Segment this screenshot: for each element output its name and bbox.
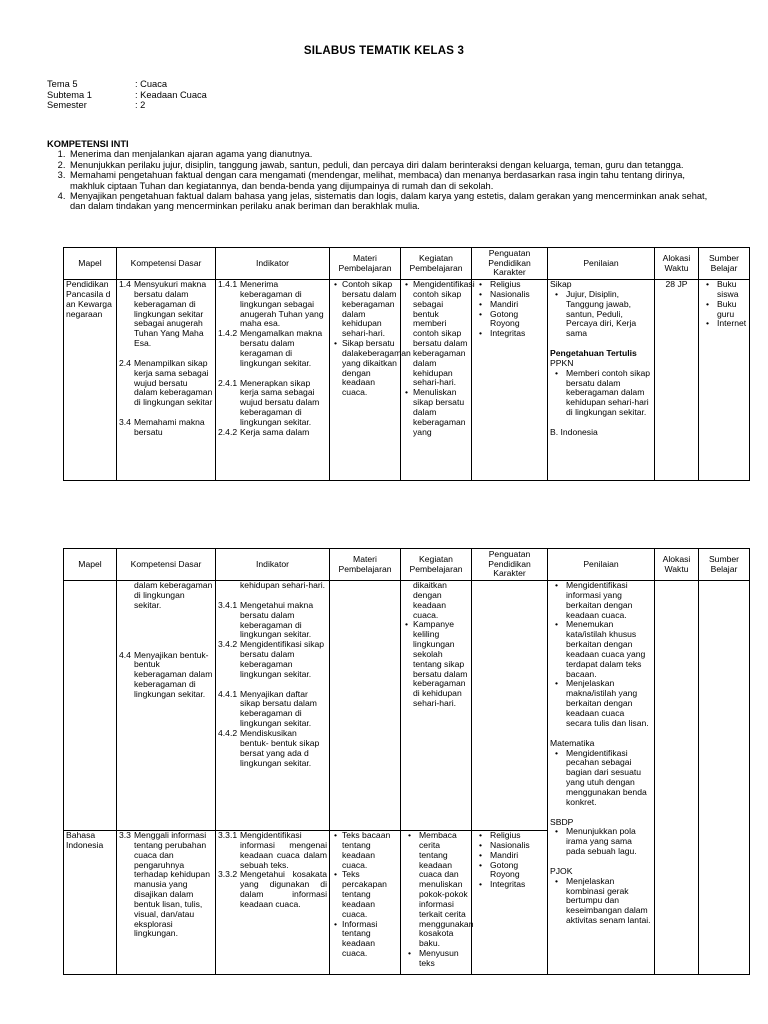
cell-alokasi: 28 JP xyxy=(655,280,699,481)
indikator-item: 2.4.2 Kerja sama dalam xyxy=(218,426,310,437)
cell-mapel: Bahasa Indonesia xyxy=(64,831,117,975)
kd-item: 3.4 Memahami makna bersatu xyxy=(119,417,205,437)
cell-kd: dalam keberagaman di lingkungan sekitar. 4.4 Menyajikan bentuk-bentuk keberagaman dalam keberagaman di lingkungan sekitar. xyxy=(117,581,216,831)
ki-item: 3. Memahami pengetahuan faktual dengan cara mengamati (mendengar, melihat, membaca) dan menanya berdasarkan rasa ingin tahu tentang dirinya, makhluk ciptaan Tuhan dan kegiatannya, dan benda-benda yang dijumpainya di rumah dan di sekolah. xyxy=(68,170,717,191)
header-alokasi: Alokasi Waktu xyxy=(655,248,699,280)
header-kegiatan: Kegiatan Pembelajaran xyxy=(401,549,472,581)
cell-karakter: • Religius • Nasionalis • Mandiri • Gotong Royong • Integritas xyxy=(472,280,548,481)
header-kd: Kompetensi Dasar xyxy=(117,248,216,280)
page-title: SILABUS TEMATIK KELAS 3 xyxy=(303,45,465,57)
header-karakter: Penguatan Pendidikan Karakter xyxy=(472,549,548,581)
header-materi: Materi Pembelajaran xyxy=(330,248,401,280)
header-materi: Materi Pembelajaran xyxy=(330,549,401,581)
kd-item: 3.3 Menggali informasi tentang perubahan cuaca dan pengaruhnya terhadap kehidupan manusia yang disajikan dalam bentuk lisan, tulis, visual, dan/atau eksplorasi lingkungan. xyxy=(119,830,210,939)
header-penilaian: Penilaian xyxy=(548,248,655,280)
meta-semester: Semester : 2 xyxy=(47,100,146,111)
ki-item: 4. Menyajikan pengetahuan faktual dalam bahasa yang jelas, sistematis dan logis, dalam karya yang estetis, dalam gerakan yang mencerminkan anak sehat, dan dalam tindakan yang mencerminkan perilaku anak beriman dan berakhlak mulia. xyxy=(68,191,717,212)
cell-indikator xyxy=(216,831,330,975)
ki-item: 1. Menerima dan menjalankan ajaran agama yang dianutnya. xyxy=(68,149,717,159)
cell-indikator xyxy=(216,280,330,481)
cell-materi: • Teks bacaan tentang keadaan cuaca. • Teks percakapan tentang keadaan cuaca. • Informasi tentang keadaan cuaca. xyxy=(330,831,401,975)
cell-mapel: Pendidikan Pancasila dan Kewarganegaraan xyxy=(64,280,117,481)
meta-tema: Tema 5 : Cuaca xyxy=(47,79,168,89)
cell-penilaian: • Mengidentifikasi informasi yang berkaitan dengan keadaan cuaca. • Menemukan kata/istilah khusus berkaitan dengan keadaan cuaca yang terdapat dalam teks bacaan. • Menjelaskan makna/istilah yang berkaitan dengan keadaan cuaca secara tulis dan lisan. Matematika • Mengidentifikasi pecahan sebagai bagian dari sesuatu yang utuh dengan menggunakan benda konkret. SBDP • Menunjukkan pola irama yang sama pada sebuah lagu. PJOK • Menjelaskan kombinasi gerak bertumpu dan keseimbangan dalam aktivitas senam lantai. xyxy=(548,581,655,975)
indikator-item: 3.3.1 Mengidentifikasi informasi mengenai keadaan cuaca dalam sebuah teks. xyxy=(218,830,327,870)
kd-item: 4.4 Menyajikan bentuk-bentuk keberagaman dalam keberagaman di lingkungan sekitar. xyxy=(119,649,213,699)
table-header-row xyxy=(64,549,750,581)
cell-sumber xyxy=(699,581,750,975)
header-karakter: Penguatan Pendidikan Karakter xyxy=(472,248,548,280)
header-mapel: Mapel xyxy=(64,248,117,280)
cell-kd xyxy=(117,831,216,975)
indikator-item: 1.4.1 Menerima keberagaman di lingkungan sebagai anugerah Tuhan yang maha esa. xyxy=(218,279,324,329)
header-sumber: Sumber Belajar xyxy=(699,549,750,581)
indikator-item: 2.4.1 Menerapkan sikap kerja sama sebagai wujud bersatu dalam keberagaman di lingkungan sekitar. xyxy=(218,377,320,427)
cell-karakter: • Religius • Nasionalis • Mandiri • Gotong Royong • Integritas xyxy=(472,831,548,975)
cell-indikator: kehidupan sehari-hari. 3.4.1 Mengetahui makna bersatu dalam keberagaman di lingkungan sekitar. 3.4.2 Mengidentifikasi sikap bersatu dalam keberagaman lingkungan sekitar. 4.4.1 Menyajikan daftar sikap bersatu dalam keberagaman di lingkungan sekitar. 4.4.2 Mendiskusikan bentuk- bentuk sikap bersat yang ada d lingkungan sekitar. xyxy=(216,581,330,831)
header-indikator: Indikator xyxy=(216,549,330,581)
table-row xyxy=(64,581,750,831)
meta-subtema: Subtema 1 : Keadaan Cuaca xyxy=(47,89,207,100)
cell-penilaian: Sikap • Jujur, Disiplin, Tanggung jawab, santun, Peduli, Percaya diri, Kerja sama Pengetahuan Tertulis PPKN • Memberi contoh sikap bersatu dalam keberagaman dalam kehidupan sehari-hari di lingkungan sekitar. B. Indonesia xyxy=(548,280,655,481)
header-mapel: Mapel xyxy=(64,549,117,581)
cell-kegiatan: • Membaca cerita tentang keadaan cuaca dan menuliskan pokok-pokok informasi terkait cerita menggunakan kosakota baku. • Menyusun teks xyxy=(401,831,472,975)
silabus-table-1 xyxy=(63,247,750,481)
header-kegiatan: Kegiatan Pembelajaran xyxy=(401,248,472,280)
header-kd: Kompetensi Dasar xyxy=(117,549,216,581)
table-row xyxy=(64,280,750,481)
table-header-row xyxy=(64,248,750,280)
ki-item: 2. Menunjukkan perilaku jujur, disiplin, tanggung jawab, santun, peduli, dan percaya diri dalam berinteraksi dengan keluarga, teman, guru dan tetangga. xyxy=(68,160,717,170)
cell-mapel xyxy=(64,581,117,831)
cell-sumber: • Buku siswa • Buku guru • Internet xyxy=(699,280,750,481)
header-indikator: Indikator xyxy=(216,248,330,280)
silabus-table-2 xyxy=(63,548,750,975)
kompetensi-inti xyxy=(47,139,717,212)
document-meta xyxy=(47,79,207,111)
kd-item: 1.4 Mensyukuri makna bersatu dalam keberagaman di lingkungan sekitar sebagai anugerah Tuhan Yang Maha Esa. xyxy=(119,279,207,349)
cell-alokasi xyxy=(655,581,699,975)
header-alokasi: Alokasi Waktu xyxy=(655,549,699,581)
header-penilaian: Penilaian xyxy=(548,549,655,581)
cell-materi xyxy=(330,581,401,831)
cell-karakter xyxy=(472,581,548,831)
kompetensi-heading: KOMPETENSI INTI xyxy=(47,139,129,149)
kd-item: 2.4 Menampilkan sikap kerja sama sebagai wujud bersatu dalam keberagaman di lingkungan sekitar xyxy=(119,357,213,408)
header-sumber: Sumber Belajar xyxy=(699,248,750,280)
indikator-item: 3.4.1 Mengetahui makna bersatu dalam keberagaman di lingkungan sekitar. xyxy=(218,599,314,640)
indikator-item: 4.4.1 Menyajikan daftar sikap bersatu dalam keberagaman di lingkungan sekitar. xyxy=(218,688,317,729)
indikator-item: 4.4.2 Mendiskusikan bentuk- bentuk sikap bersat yang ada d lingkungan sekitar. xyxy=(218,727,320,768)
indikator-item: 1.4.2 Mengamalkan makna bersatu dalam keragaman di lingkungan sekitar. xyxy=(218,328,323,368)
cell-materi: • Contoh sikap bersatu dalam keberagaman dalam kehidupan sehari-hari. • Sikap bersatu dalakeberagaman yang dikaitkan dengan keadaan cuaca. xyxy=(330,280,401,481)
indikator-item: 3.4.2 Mengidentifikasi sikap bersatu dalam keberagaman lingkungan sekitar. xyxy=(218,639,325,679)
cell-kegiatan: • Mengidentifikasi contoh sikap sebagai bentuk memberi contoh sikap bersatu dalam keberagaman dalam kehidupan sehari-hari. • Menuliskan sikap bersatu dalam keberagaman yang xyxy=(401,280,472,481)
cell-kegiatan: dikaitkan dengan keadaan cuaca. • Kampanye keliling lingkungan sekolah tentang sikap bersatu dalam keberagaman di kehidupan sehari-hari. xyxy=(401,581,472,831)
cell-kd xyxy=(117,280,216,481)
indikator-item: 3.3.2 Mengetahui kosakata yang digunakan di dalam informasi keadaan cuaca. xyxy=(218,869,327,909)
